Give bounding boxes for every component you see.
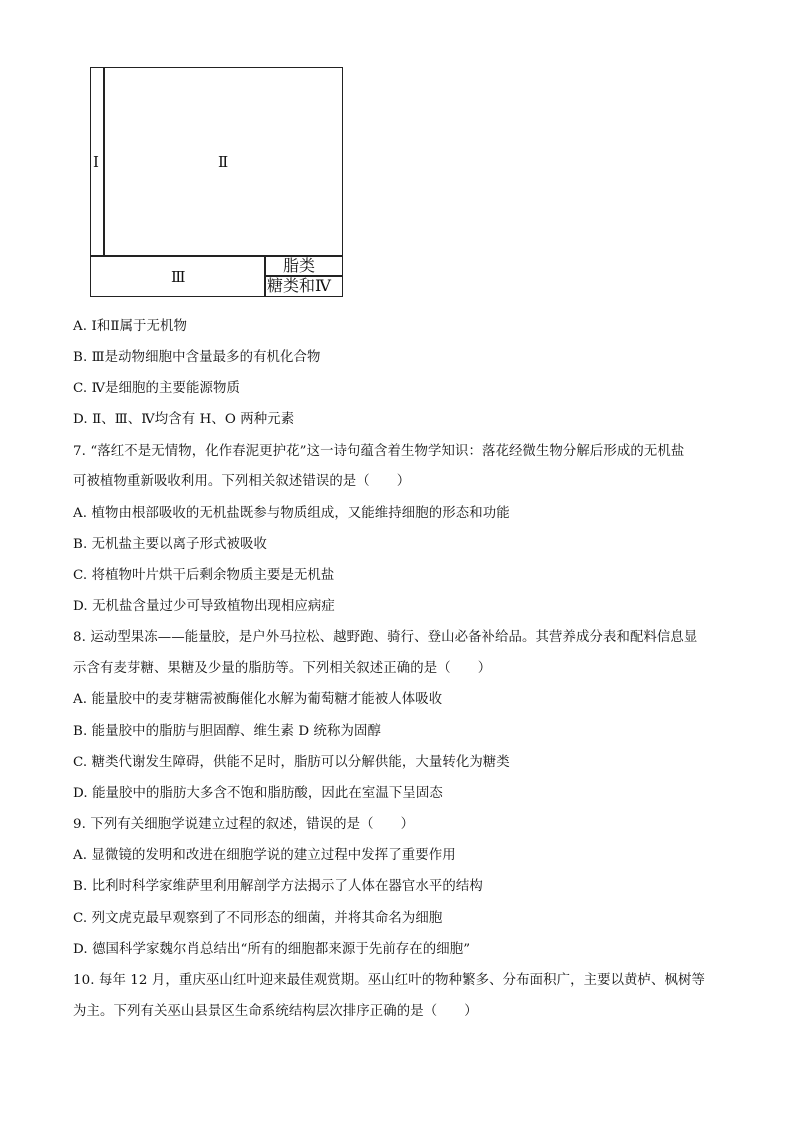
- q7-option-c: C. 将植物叶片烘干后剩余物质主要是无机盐: [73, 568, 335, 583]
- composition-diagram: [90, 67, 343, 297]
- region-1-label: Ⅰ: [93, 153, 99, 171]
- q7-option-d: D. 无机盐含量过少可导致植物出现相应病症: [73, 599, 335, 614]
- q9-option-b: B. 比利时科学家维萨里利用解剖学方法揭示了人体在器官水平的结构: [73, 879, 483, 894]
- q6-option-c: C. Ⅳ是细胞的主要能源物质: [73, 381, 240, 396]
- q10-stem-line1: 10. 每年 12 月，重庆巫山红叶迎来最佳观赏期。巫山红叶的物种繁多、分布面积广，主要以黄栌、枫树等: [73, 973, 705, 988]
- q7-stem-line2: 可被植物重新吸收利用。下列相关叙述错误的是（ ）: [73, 474, 411, 489]
- q7-stem-line1: 7. “落红不是无情物，化作春泥更护花”这一诗句蕴含着生物学知识：落花经微生物分解后形成的无机盐: [73, 444, 685, 459]
- q9-option-a: A. 显微镜的发明和改进在细胞学说的建立过程中发挥了重要作用: [73, 848, 456, 863]
- q6-option-b: B. Ⅲ是动物细胞中含量最多的有机化合物: [73, 350, 321, 365]
- q8-stem-line1: 8. 运动型果冻——能量胶，是户外马拉松、越野跑、骑行、登山必备补给品。其营养成分表和配料信息显: [73, 630, 698, 645]
- q7-option-a: A. 植物由根部吸收的无机盐既参与物质组成，又能维持细胞的形态和功能: [73, 506, 510, 521]
- q7-option-b: B. 无机盐主要以离子形式被吸收: [73, 537, 268, 552]
- region-fat-label: 脂类: [283, 256, 316, 275]
- q9-option-d: D. 德国科学家魏尔肖总结出“所有的细胞都来源于先前存在的细胞”: [73, 942, 471, 957]
- q6-option-a: A. Ⅰ和Ⅱ属于无机物: [73, 319, 188, 334]
- region-2-label: Ⅱ: [218, 153, 229, 171]
- q8-option-a: A. 能量胶中的麦芽糖需被酶催化水解为葡萄糖才能被人体吸收: [73, 692, 443, 707]
- q8-option-b: B. 能量胶中的脂肪与胆固醇、维生素 D 统称为固醇: [73, 724, 382, 739]
- q9-option-c: C. 列文虎克最早观察到了不同形态的细菌，并将其命名为细胞: [73, 911, 443, 926]
- q8-option-c: C. 糖类代谢发生障碍，供能不足时，脂肪可以分解供能，大量转化为糖类: [73, 755, 510, 770]
- region-3-label: Ⅲ: [171, 268, 186, 286]
- q10-stem-line2: 为主。下列有关巫山县景区生命系统结构层次排序正确的是（ ）: [73, 1004, 478, 1019]
- q9-stem-line1: 9. 下列有关细胞学说建立过程的叙述，错误的是（ ）: [73, 817, 415, 832]
- q6-option-d: D. Ⅱ、Ⅲ、Ⅳ均含有 H、O 两种元素: [73, 412, 295, 427]
- q8-stem-line2: 示含有麦芽糖、果糖及少量的脂肪等。下列相关叙述正确的是（ ）: [73, 661, 492, 676]
- q8-option-d: D. 能量胶中的脂肪大多含不饱和脂肪酸，因此在室温下呈固态: [73, 786, 443, 801]
- region-sugar-iv-label: 糖类和Ⅳ: [267, 276, 331, 295]
